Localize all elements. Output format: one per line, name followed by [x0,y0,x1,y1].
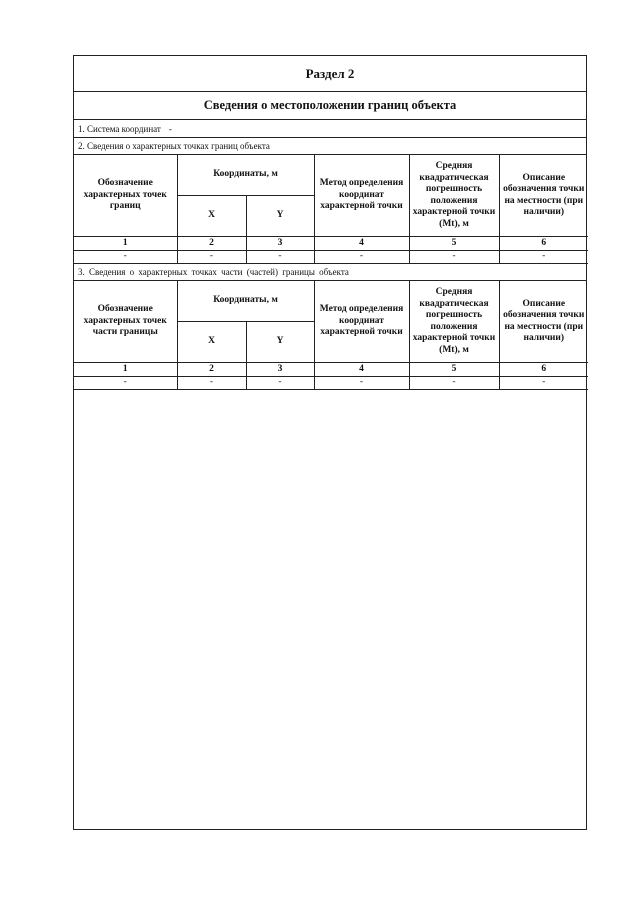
table-cell: - [246,377,314,390]
header-x: X [177,196,246,237]
part-boundary-points-table [74,281,588,390]
column-number: 4 [314,363,409,377]
table-cell: - [177,377,246,390]
column-number: 3 [246,237,314,251]
header-y: Y [246,196,314,237]
coordinate-system-value: - [168,123,172,134]
header-designation: Обозначение характерных точек границ [74,155,177,237]
coordinate-system-label: 1. Система координат [78,123,161,134]
section-title: Раздел 2 [74,56,586,92]
boundary-points-table [74,155,588,264]
header-x: X [177,322,246,363]
column-number: 5 [409,363,499,377]
header-method: Метод определения координат характерной точки [314,155,409,237]
table-cell: - [314,251,409,264]
table-cell: - [314,377,409,390]
column-number: 1 [74,237,177,251]
table-cell: - [246,251,314,264]
header-error: Средняя квадратическая погрешность положения характерной точки (Mt), м [409,281,499,363]
column-number: 2 [177,237,246,251]
header-coordinates: Координаты, м [177,281,314,322]
header-y: Y [246,322,314,363]
column-number: 6 [499,237,588,251]
column-number: 2 [177,363,246,377]
table1-caption: 2. Сведения о характерных точках границ объекта [74,138,586,155]
table-cell: - [499,377,588,390]
column-number: 1 [74,363,177,377]
table-cell: - [409,251,499,264]
header-method: Метод определения координат характерной точки [314,281,409,363]
coordinate-system-line [74,120,586,138]
column-number: 3 [246,363,314,377]
table-cell: - [74,377,177,390]
header-description: Описание обозначения точки на местности (при наличии) [499,155,588,237]
column-number: 6 [499,363,588,377]
table-cell: - [409,377,499,390]
table-cell: - [177,251,246,264]
table2-caption: 3. Сведения о характерных точках части (частей) границы объекта [74,264,586,281]
header-description: Описание обозначения точки на местности (при наличии) [499,281,588,363]
table-cell: - [499,251,588,264]
header-error: Средняя квадратическая погрешность положения характерной точки (Mt), м [409,155,499,237]
table-cell: - [74,251,177,264]
column-number: 5 [409,237,499,251]
column-number: 4 [314,237,409,251]
section-subtitle: Сведения о местоположении границ объекта [74,92,586,120]
header-designation: Обозначение характерных точек части границы [74,281,177,363]
header-coordinates: Координаты, м [177,155,314,196]
document-frame [73,55,587,830]
